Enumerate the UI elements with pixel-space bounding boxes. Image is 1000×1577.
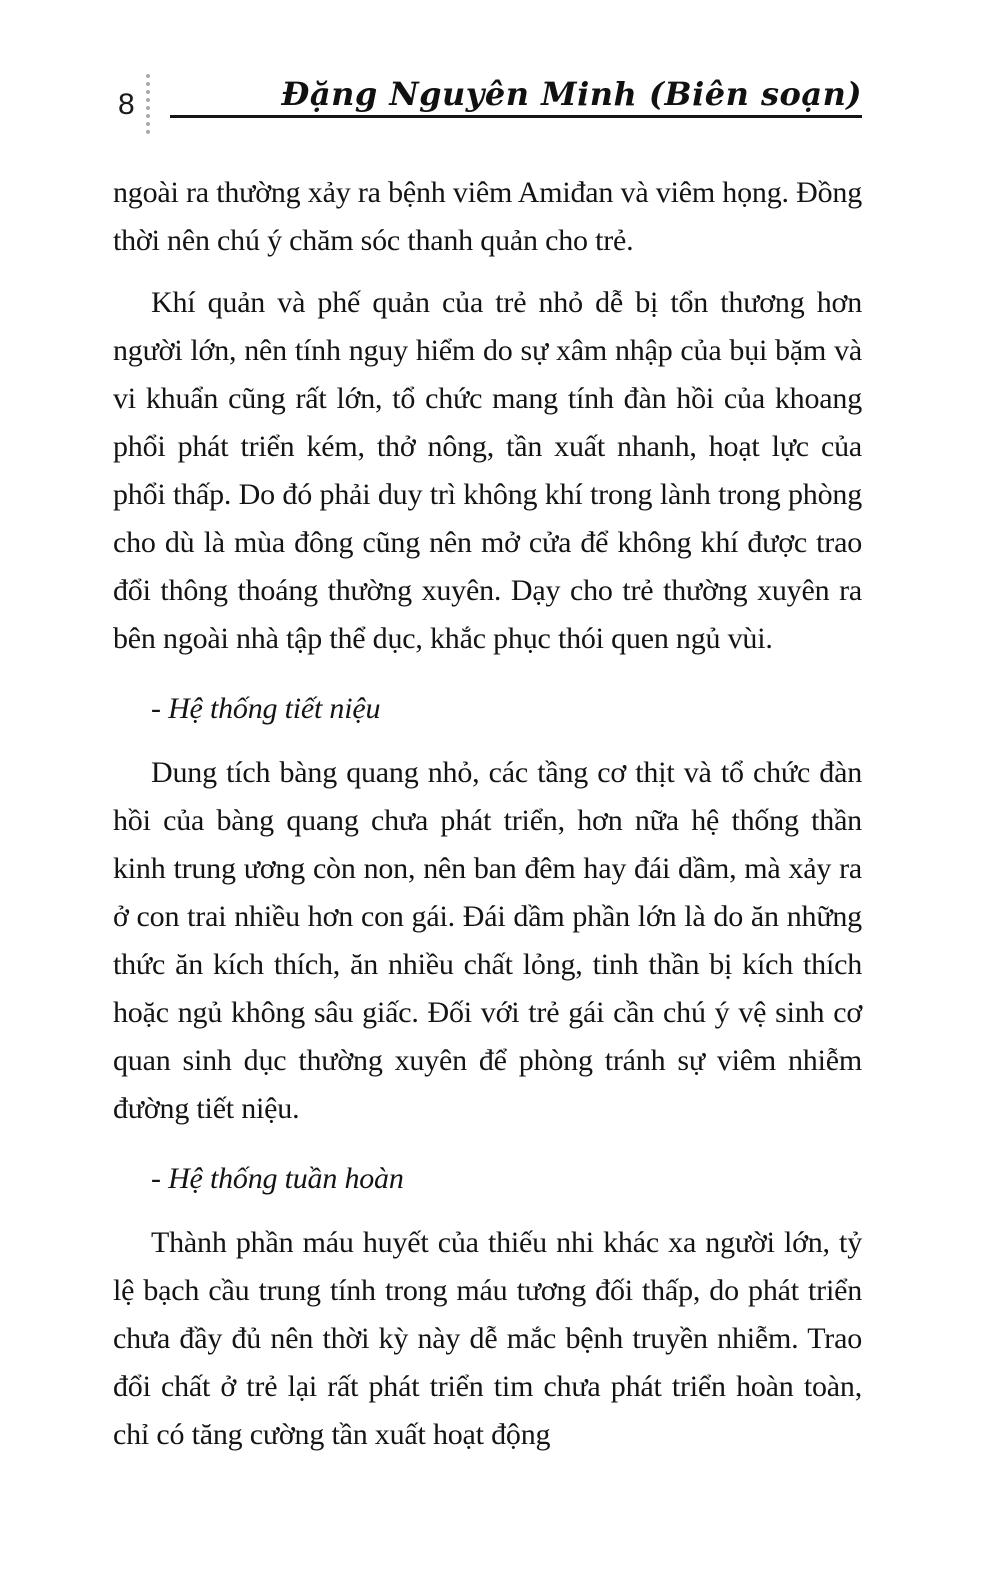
section-heading-urinary-system: - Hệ thống tiết niệu (151, 692, 381, 725)
paragraph-urinary: Dung tích bàng quang nhỏ, các tầng cơ thịt và tổ chức đàn hồi của bàng quang chưa phát triển, hơn nữa hệ thống thần kinh trung ương còn non, nên ban đêm hay đái dầm, mà xảy ra ở con trai nhiều hơn con gái. Đái dầm phần lớn là do ăn những thức ăn kích thích, ăn nhiều chất lỏng, tinh thần bị kích thích hoặc ngủ không sâu giấc. Đối với trẻ gái cần chú ý vệ sinh cơ quan sinh dục thường xuyên để phòng tránh sự viêm nhiễm đường tiết niệu. (113, 756, 862, 1125)
page-body (113, 169, 862, 1459)
page-header (0, 0, 1000, 121)
header-rule (170, 0, 862, 118)
section-heading-circulatory-system: - Hệ thống tuần hoàn (151, 1162, 404, 1195)
page-number: 8 (118, 88, 135, 121)
ornament-divider (146, 74, 150, 134)
running-head-author: Đặng Nguyên Minh (Biên soạn) (281, 74, 862, 113)
paragraph-circulatory: Thành phần máu huyết của thiếu nhi khác xa người lớn, tỷ lệ bạch cầu trung tính trong máu tương đối thấp, do phát triển chưa đầy đủ nên thời kỳ này dễ mắc bệnh truyền nhiễm. Trao đổi chất ở trẻ lại rất phát triển tim chưa phát triển hoàn toàn, chỉ có tăng cường tần xuất hoạt động (113, 1226, 862, 1451)
paragraph-continuation: ngoài ra thường xảy ra bệnh viêm Amiđan và viêm họng. Đồng thời nên chú ý chăm sóc thanh quản cho trẻ. (113, 176, 862, 257)
paragraph-respiratory: Khí quản và phế quản của trẻ nhỏ dễ bị tổn thương hơn người lớn, nên tính nguy hiểm do sự xâm nhập của bụi bặm và vi khuẩn cũng rất lớn, tổ chức mang tính đàn hồi của khoang phổi phát triển kém, thở nông, tần xuất nhanh, hoạt lực của phổi thấp. Do đó phải duy trì không khí trong lành trong phòng cho dù là mùa đông cũng nên mở cửa để không khí được trao đổi thông thoáng thường xuyên. Dạy cho trẻ thường xuyên ra bên ngoài nhà tập thể dục, khắc phục thói quen ngủ vùi. (113, 286, 862, 655)
